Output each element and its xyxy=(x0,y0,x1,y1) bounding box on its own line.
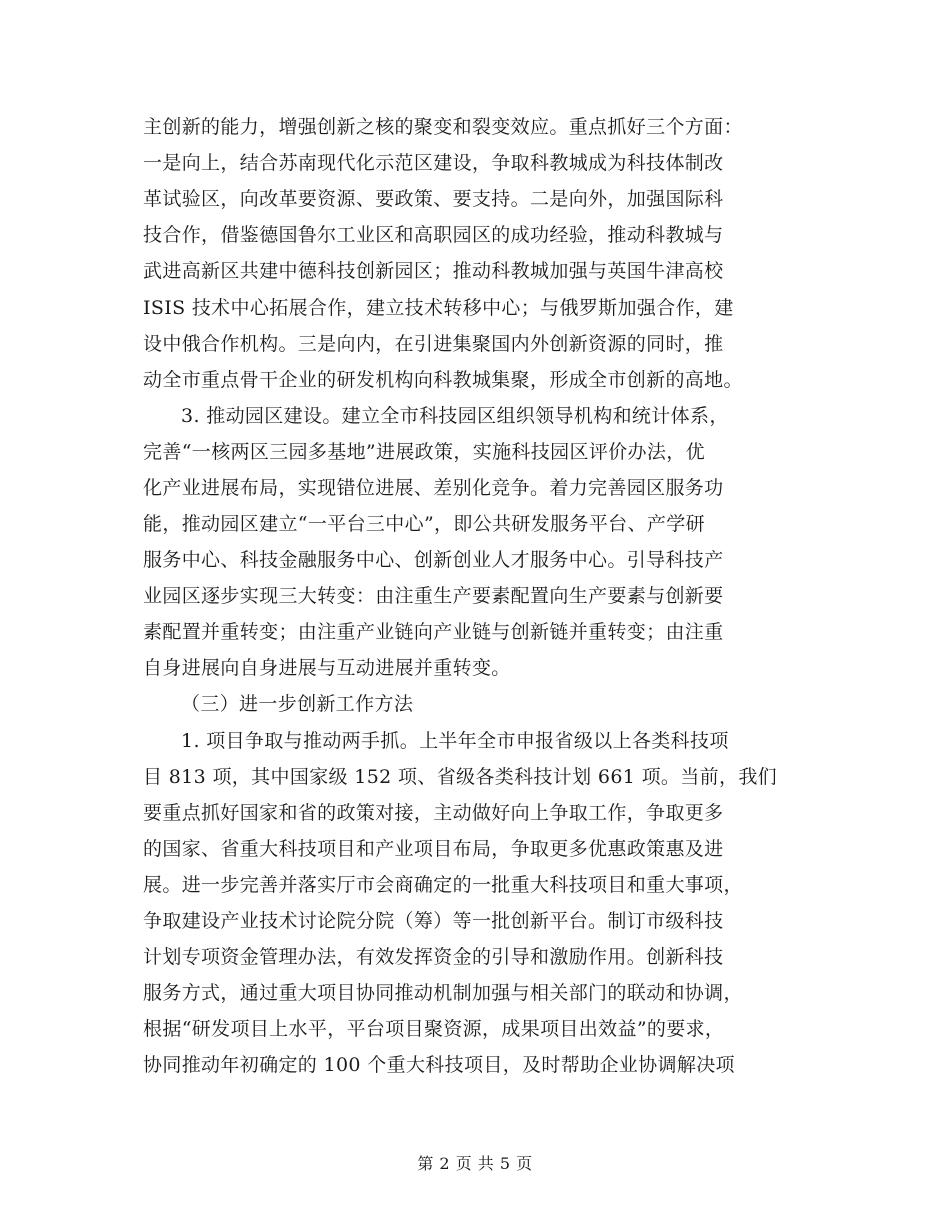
text-line: 计划专项资金管理办法，有效发挥资金的引导和激励作用。创新科技 xyxy=(143,946,724,968)
text-line: 展。进一步完善并落实厅市会商确定的一批重大科技项目和重大事项， xyxy=(143,874,743,896)
text-line: 革试验区，向改革要资源、要政策、要支持。二是向外，加强国际科 xyxy=(143,188,724,210)
text-line: 主创新的能力，增强创新之核的聚变和裂变效应。重点抓好三个方面： xyxy=(143,116,743,138)
text-line: 3. 推动园区建设。建立全市科技园区组织领导机构和统计体系， xyxy=(181,405,729,427)
text-line: 设中俄合作机构。三是向内，在引进集聚国内外创新资源的同时，推 xyxy=(143,333,724,355)
text-line: 业园区逐步实现三大转变：由注重生产要素配置向生产要素与创新要 xyxy=(143,585,724,607)
text-line: 目 813 项，其中国家级 152 项、省级各类科技计划 661 项。当前，我们 xyxy=(143,766,778,788)
text-line: 能，推动园区建立“一平台三中心”，即公共研发服务平台、产学研 xyxy=(143,513,705,535)
text-line: 一是向上，结合苏南现代化示范区建设，争取科教城成为科技体制改 xyxy=(143,152,724,174)
text-line: 服务中心、科技金融服务中心、创新创业人才服务中心。引导科技产 xyxy=(143,549,724,571)
text-line: 的国家、省重大科技项目和产业项目布局，争取更多优惠政策惠及进 xyxy=(143,838,724,860)
text-line: 服务方式，通过重大项目协同推动机制加强与相关部门的联动和协调， xyxy=(143,982,743,1004)
text-line: 素配置并重转变；由注重产业链向产业链与创新链并重转变；由注重 xyxy=(143,621,724,643)
text-line: 化产业进展布局，实现错位进展、差别化竞争。着力完善园区服务功 xyxy=(143,477,724,499)
text-line: 争取建设产业技术讨论院分院（筹）等一批创新平台。制订市级科技 xyxy=(143,910,724,932)
text-line: ISIS 技术中心拓展合作，建立技术转移中心；与俄罗斯加强合作，建 xyxy=(143,297,734,319)
text-line: 1. 项目争取与推动两手抓。上半年全市申报省级以上各类科技项 xyxy=(181,730,729,752)
text-line: 武进高新区共建中德科技创新园区；推动科教城加强与英国牛津高校 xyxy=(143,260,724,282)
text-line: 自身进展向自身进展与互动进展并重转变。 xyxy=(143,657,511,679)
text-line: 要重点抓好国家和省的政策对接，主动做好向上争取工作，争取更多 xyxy=(143,802,724,824)
text-line: 技合作，借鉴德国鲁尔工业区和高职园区的成功经验，推动科教城与 xyxy=(143,224,724,246)
text-line: 动全市重点骨干企业的研发机构向科教城集聚，形成全市创新的高地。 xyxy=(143,369,743,391)
section-heading: （三）进一步创新工作方法 xyxy=(181,693,414,715)
text-line: 完善“一核两区三园多基地”进展政策，实施科技园区评价办法，优 xyxy=(143,441,705,463)
text-line: 协同推动年初确定的 100 个重大科技项目，及时帮助企业协调解决项 xyxy=(143,1054,735,1076)
text-line: 根据“研发项目上水平，平台项目聚资源，成果项目出效益”的要求， xyxy=(143,1018,725,1040)
page-number-footer: 第 2 页 共 5 页 xyxy=(417,1154,533,1173)
